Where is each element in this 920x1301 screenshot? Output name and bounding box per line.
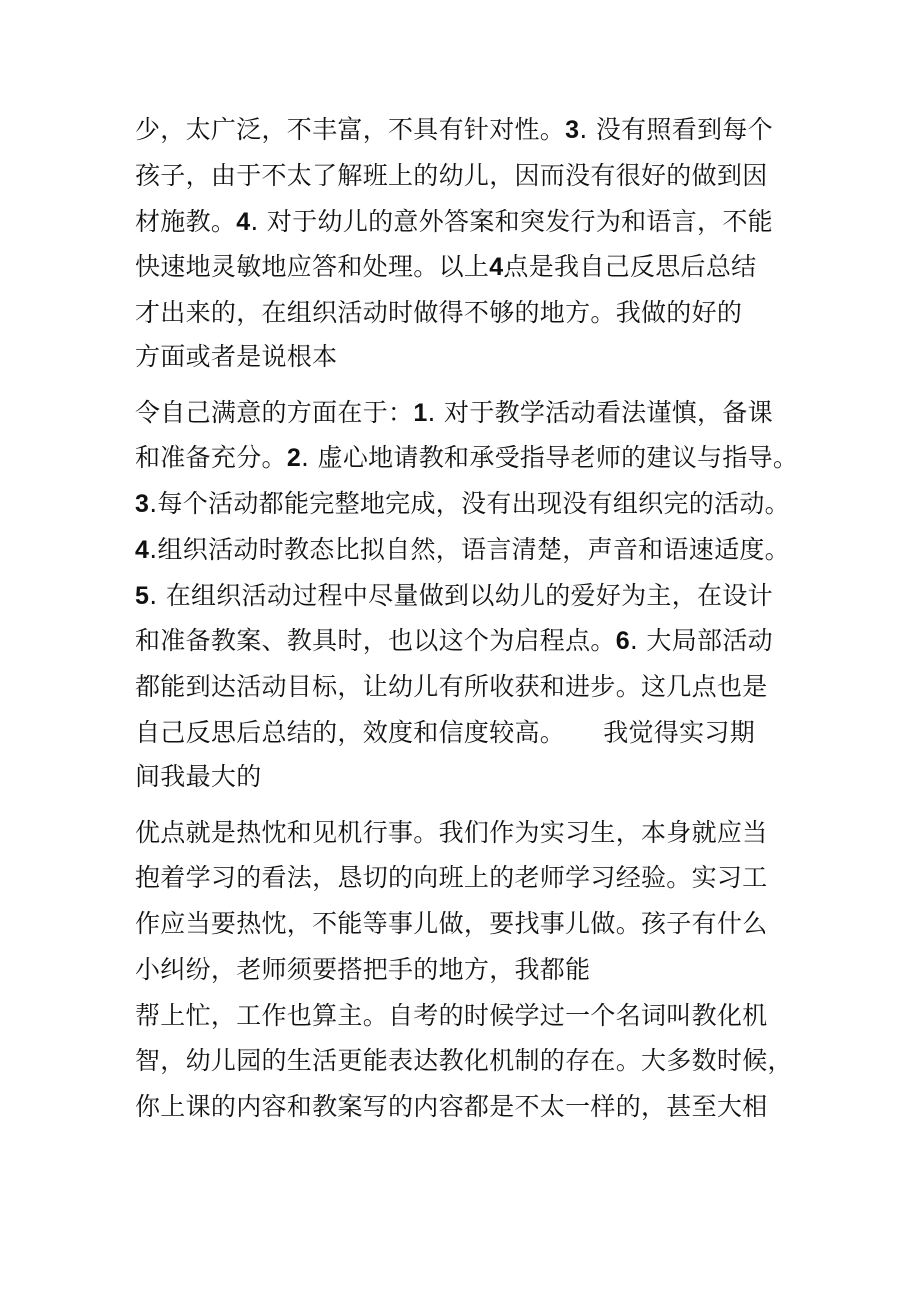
- text-line-13: [135, 672, 768, 702]
- list-number: 3: [565, 116, 580, 144]
- text-line-15: [135, 762, 262, 792]
- text-line-17: [135, 863, 768, 893]
- text-segment: 自己反思后总结的，效度和信度较高。 我觉得实习期: [135, 718, 756, 747]
- text-segment: 快速地灵敏地应答和处理。以上: [135, 252, 490, 281]
- text-line-9: [135, 489, 790, 519]
- text-segment: 帮上忙，工作也算主。自考的时候学过一个名词叫教化机: [135, 1001, 768, 1030]
- text-line-1: [135, 115, 773, 145]
- list-number: 4: [135, 536, 150, 564]
- text-line-5: [135, 298, 742, 328]
- text-line-4: [135, 252, 756, 282]
- text-line-8: [135, 443, 798, 473]
- text-segment: 才出来的，在组织活动时做得不够的地方。我做的好的: [135, 298, 743, 327]
- text-segment: .每个活动都能完整地完成，没有出现没有组织完的活动。: [149, 489, 790, 518]
- text-segment: 材施教。: [135, 207, 237, 236]
- text-line-12: [135, 626, 773, 656]
- list-number: 4: [489, 253, 504, 281]
- text-line-18: [135, 909, 768, 939]
- text-segment: 抱着学习的看法，恳切的向班上的老师学习经验。实习工: [135, 863, 768, 892]
- text-segment: . 大局部活动: [629, 626, 773, 655]
- text-segment: 智，幼儿园的生活更能表达教化机制的存在。大多数时候，: [135, 1046, 793, 1075]
- text-segment: 和准备教案、教具时，也以这个为启程点。: [135, 626, 616, 655]
- list-number: 1: [413, 399, 428, 427]
- list-number: 4: [236, 208, 251, 236]
- text-segment: 作应当要热忱，不能等事儿做，要找事儿做。孩子有什么: [135, 909, 768, 938]
- text-line-3: [135, 207, 773, 237]
- text-segment: 都能到达活动目标，让幼儿有所收获和进步。这几点也是: [135, 672, 768, 701]
- text-segment: . 对于教学活动看法谨慎，备课: [427, 398, 773, 427]
- text-segment: 令自己满意的方面在于：: [135, 398, 414, 427]
- text-line-16: [135, 818, 768, 848]
- text-line-10: [135, 535, 790, 565]
- text-line-11: [135, 581, 773, 611]
- text-line-22: [135, 1092, 768, 1122]
- text-segment: 你上课的内容和教案写的内容都是不太一样的，甚至大相: [135, 1092, 768, 1121]
- text-segment: 方面或者是说根本: [135, 342, 338, 371]
- text-line-7: [135, 398, 773, 428]
- list-number: 2: [286, 444, 302, 472]
- text-segment: 和准备充分。: [135, 443, 287, 472]
- text-segment: 少，太广泛，不丰富，不具有针对性。: [135, 115, 566, 144]
- list-number: 6: [615, 627, 630, 655]
- text-line-20: [135, 1001, 768, 1031]
- text-segment: . 在组织活动过程中尽量做到以幼儿的爱好为主，在设计: [149, 581, 773, 610]
- text-segment: . 没有照看到每个: [579, 115, 773, 144]
- text-line-2: [135, 161, 768, 191]
- text-segment: 点是我自己反思后总结: [503, 252, 757, 281]
- text-segment: 孩子，由于不太了解班上的幼儿，因而没有很好的做到因: [135, 161, 768, 190]
- text-segment: . 虚心地请教和承受指导老师的建议与指导。: [301, 443, 799, 472]
- text-segment: . 对于幼儿的意外答案和突发行为和语言，不能: [250, 207, 773, 236]
- text-segment: 优点就是热忱和见机行事。我们作为实习生，本身就应当: [135, 818, 768, 847]
- text-line-14: [135, 718, 755, 748]
- list-number: 3: [135, 490, 150, 518]
- text-segment: 小纠纷，老师须要搭把手的地方，我都能: [135, 955, 591, 984]
- text-segment: .组织活动时教态比拟自然，语言清楚，声音和语速适度。: [149, 535, 790, 564]
- text-line-6: [135, 342, 337, 372]
- list-number: 5: [135, 582, 150, 610]
- text-line-19: [135, 955, 590, 985]
- text-segment: 间我最大的: [135, 762, 262, 791]
- text-line-21: [135, 1046, 793, 1076]
